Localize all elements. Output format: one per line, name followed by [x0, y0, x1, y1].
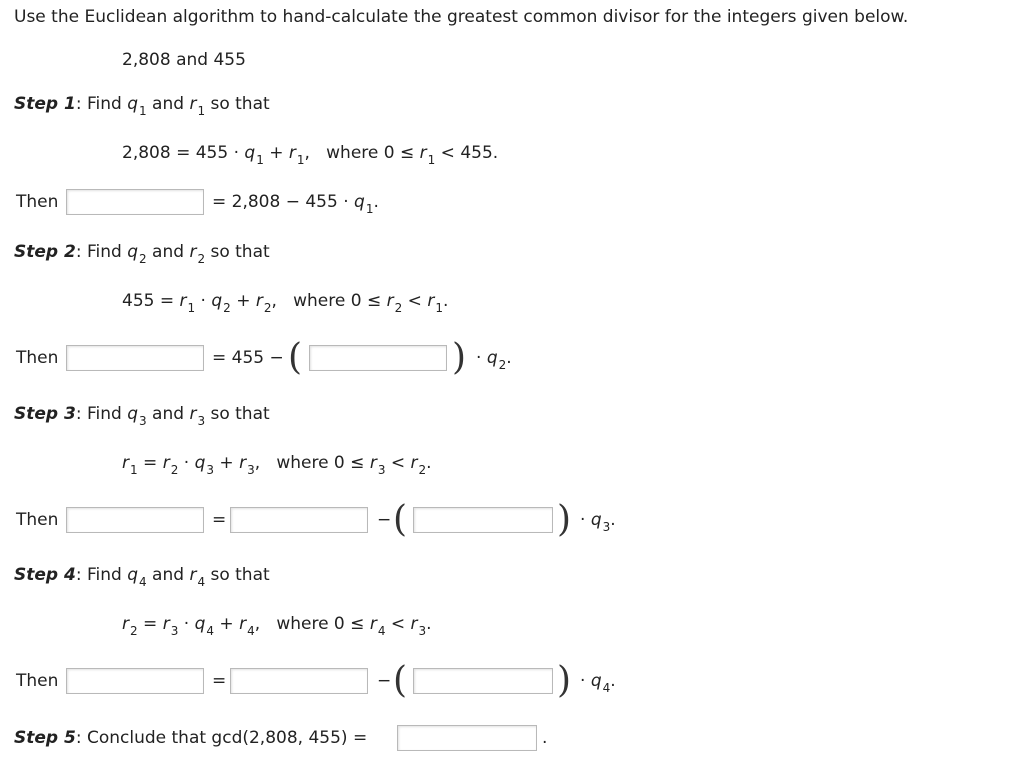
subscript: 4: [377, 624, 386, 638]
var-r: r: [255, 291, 263, 311]
var-q: q: [127, 565, 138, 585]
eq-text: +: [214, 453, 240, 473]
subscript: 3: [197, 414, 206, 428]
subscript: 1: [427, 153, 436, 167]
var-q: q: [211, 291, 223, 311]
subscript: 2: [130, 624, 138, 638]
eq-text: ·: [580, 671, 591, 691]
and-text: and: [146, 242, 190, 262]
problem-instructions: Use the Euclidean algorithm to hand-calculate the greatest common divisor for the integers given below.: [14, 7, 909, 27]
close-paren: ): [452, 337, 467, 378]
eq-text: , where 0 ≤: [271, 291, 387, 311]
var-r: r: [288, 143, 296, 163]
step2-equation: [122, 290, 448, 313]
subscript: 2: [223, 301, 231, 315]
subscript: 4: [247, 624, 255, 638]
var-r: r: [410, 453, 418, 473]
so-that-text: so that: [205, 242, 270, 262]
var-q: q: [244, 143, 256, 163]
then-label: Then: [16, 348, 59, 368]
var-q: q: [127, 404, 138, 424]
step2-find-text: : Find: [75, 242, 128, 262]
step3-then-tail: [580, 509, 616, 532]
step3-find-text: : Find: [75, 404, 128, 424]
so-that-text: so that: [205, 404, 270, 424]
step1-equation: [122, 142, 498, 165]
step3-r2-input[interactable]: [413, 507, 553, 533]
subscript: 2: [170, 463, 179, 477]
subscript: 4: [139, 575, 147, 589]
eq-text: +: [214, 614, 240, 634]
var-r: r: [122, 453, 129, 473]
eq-text: <: [402, 291, 428, 311]
step3-r1-input[interactable]: [230, 507, 368, 533]
var-q: q: [486, 348, 498, 368]
subscript: 2: [418, 463, 427, 477]
var-q: q: [590, 671, 602, 691]
eq-text: .: [426, 453, 432, 473]
subscript: 1: [187, 301, 196, 315]
subscript: 3: [377, 463, 386, 477]
var-r: r: [427, 291, 435, 311]
step1-then-expr: [212, 191, 379, 214]
step4-r4-input[interactable]: [66, 668, 204, 694]
subscript: 1: [256, 153, 264, 167]
step4-equals: =: [212, 671, 227, 691]
subscript: 3: [602, 520, 611, 534]
subscript: 3: [247, 463, 255, 477]
gcd-answer-input[interactable]: [397, 725, 537, 751]
subscript: 1: [139, 104, 147, 118]
subscript: 3: [206, 463, 214, 477]
step1-label: Step 1: [14, 94, 76, 114]
step4-r3-input[interactable]: [413, 668, 553, 694]
subscript: 2: [197, 252, 206, 266]
step2-heading: [14, 241, 270, 264]
eq-text: +: [230, 291, 256, 311]
eq-text: , where 0 ≤: [254, 614, 370, 634]
open-paren: (: [393, 660, 408, 701]
var-r: r: [189, 242, 197, 262]
subscript: 2: [394, 301, 403, 315]
step3-label: Step 3: [14, 404, 76, 424]
then-label: Then: [16, 192, 59, 212]
eq-text: ·: [476, 348, 487, 368]
eq-text: +: [263, 143, 289, 163]
var-r: r: [179, 291, 187, 311]
open-paren: (: [288, 337, 303, 378]
given-integers: 2,808 and 455: [122, 50, 246, 70]
eq-text: ·: [178, 453, 195, 473]
var-r: r: [189, 94, 197, 114]
eq-text: ·: [580, 510, 591, 530]
eq-text: 2,808 = 455 ·: [122, 143, 245, 163]
step4-minus: −: [377, 671, 392, 691]
var-r: r: [419, 143, 427, 163]
var-r: r: [239, 614, 247, 634]
eq-text: <: [385, 614, 411, 634]
step5-text: : Conclude that gcd(2,808, 455) =: [75, 728, 368, 748]
step4-then-tail: [580, 670, 616, 693]
var-r: r: [369, 614, 377, 634]
subscript: 4: [602, 681, 611, 695]
eq-text: , where 0 ≤: [254, 453, 370, 473]
eq-text: < 455.: [435, 143, 499, 163]
subscript: 1: [435, 301, 443, 315]
var-r: r: [410, 614, 418, 634]
step2-then-expr: = 455 −: [212, 348, 284, 368]
eq-text: .: [442, 291, 449, 311]
eq-text: .: [506, 348, 512, 368]
var-q: q: [590, 510, 602, 530]
var-r: r: [386, 291, 394, 311]
step4-heading: [14, 564, 270, 587]
eq-text: <: [385, 453, 411, 473]
var-q: q: [354, 192, 365, 212]
then-label: Then: [16, 510, 59, 530]
var-q: q: [194, 614, 206, 634]
eq-text: =: [137, 453, 163, 473]
step2-then-tail: [476, 347, 512, 370]
eq-text: .: [426, 614, 432, 634]
var-q: q: [127, 242, 138, 262]
subscript: 1: [296, 153, 305, 167]
step5-heading: [14, 727, 367, 749]
var-r: r: [189, 404, 197, 424]
var-r: r: [162, 614, 170, 634]
var-q: q: [127, 94, 138, 114]
step1-heading: [14, 93, 270, 116]
then-label: Then: [16, 671, 59, 691]
and-text: and: [146, 404, 190, 424]
var-q: q: [194, 453, 206, 473]
eq-text: =: [137, 614, 163, 634]
subscript: 3: [418, 624, 427, 638]
subscript: 3: [170, 624, 179, 638]
step1-find-text: : Find: [75, 94, 128, 114]
eq-text: .: [610, 510, 616, 530]
and-text: and: [146, 94, 190, 114]
subscript: 4: [206, 624, 214, 638]
subscript: 2: [498, 358, 507, 372]
step4-find-text: : Find: [75, 565, 128, 585]
so-that-text: so that: [205, 565, 270, 585]
eq-text: .: [610, 671, 616, 691]
subscript: 4: [197, 575, 206, 589]
subscript: 3: [139, 414, 147, 428]
step3-r3-input[interactable]: [66, 507, 204, 533]
eq-text: ·: [178, 614, 195, 634]
var-r: r: [162, 453, 170, 473]
eq-text: = 2,808 − 455 ·: [212, 192, 355, 212]
step4-equation: [122, 613, 432, 636]
eq-text: 455 =: [122, 291, 180, 311]
var-r: r: [189, 565, 197, 585]
eq-text: ·: [195, 291, 212, 311]
var-r: r: [369, 453, 377, 473]
subscript: 2: [263, 301, 272, 315]
step5-label: Step 5: [14, 728, 76, 748]
close-paren: ): [557, 660, 572, 701]
step2-r1-input[interactable]: [309, 345, 447, 371]
step2-label: Step 2: [14, 242, 76, 262]
step4-r2-input[interactable]: [230, 668, 368, 694]
subscript: 2: [139, 252, 147, 266]
step1-r1-input[interactable]: [66, 189, 204, 215]
eq-text: , where 0 ≤: [304, 143, 420, 163]
var-r: r: [239, 453, 247, 473]
subscript: 1: [365, 202, 374, 216]
so-that-text: so that: [205, 94, 270, 114]
subscript: 1: [130, 463, 138, 477]
eq-text: .: [373, 192, 379, 212]
step3-equals: =: [212, 510, 227, 530]
subscript: 1: [197, 104, 206, 118]
var-r: r: [122, 614, 129, 634]
open-paren: (: [393, 499, 408, 540]
step3-heading: [14, 403, 270, 426]
step5-period: .: [542, 728, 548, 748]
and-text: and: [146, 565, 190, 585]
step3-equation: [122, 452, 432, 475]
step4-label: Step 4: [14, 565, 76, 585]
close-paren: ): [557, 499, 572, 540]
step3-minus: −: [377, 510, 392, 530]
step2-r2-input[interactable]: [66, 345, 204, 371]
